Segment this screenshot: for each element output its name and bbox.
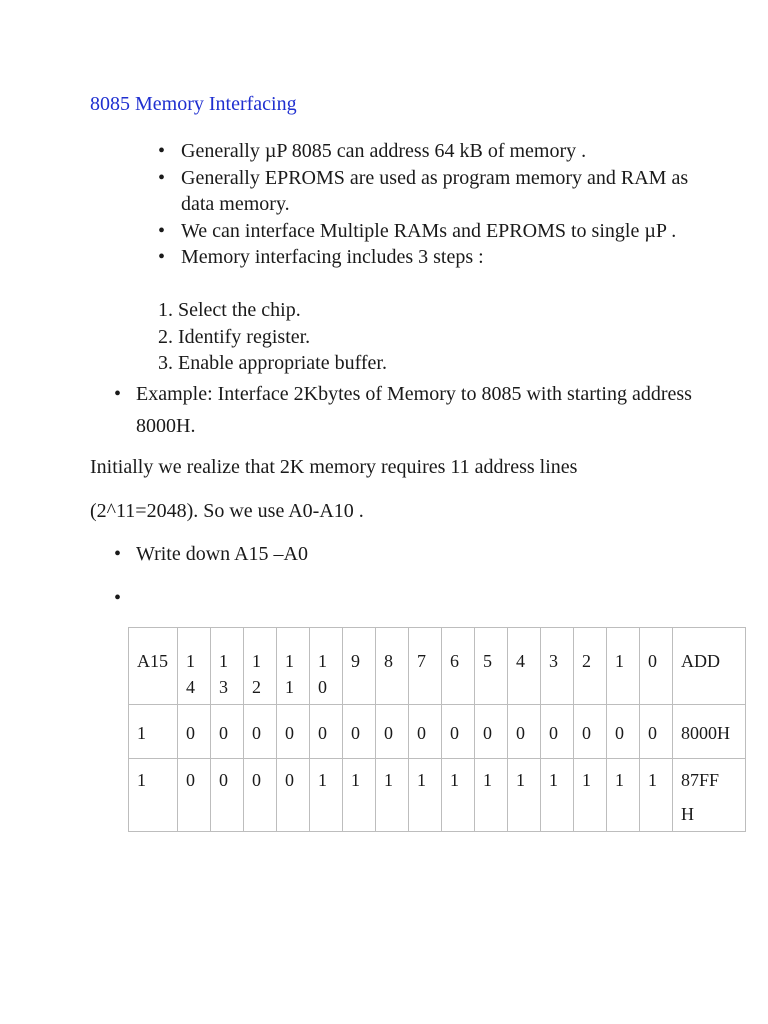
table-cell: 1 xyxy=(409,759,442,832)
table-cell: 0 xyxy=(277,759,310,832)
bullet-list xyxy=(158,138,698,271)
bullet-item: • Generally EPROMS are used as program memory and RAM as data memory. xyxy=(158,165,698,218)
header-cell-text: 10 xyxy=(318,651,327,697)
table-cell: 0 xyxy=(343,705,376,759)
table-cell: 0 xyxy=(178,705,211,759)
header-cell xyxy=(211,628,244,705)
table-cell: 1 xyxy=(129,759,178,832)
table-cell: 0 xyxy=(541,705,574,759)
header-cell: 7 xyxy=(409,628,442,705)
page-title: 8085 Memory Interfacing xyxy=(90,93,297,115)
header-cell: 6 xyxy=(442,628,475,705)
table-cell: 0 xyxy=(640,705,673,759)
table-cell: 0 xyxy=(442,705,475,759)
header-cell xyxy=(244,628,277,705)
table-cell xyxy=(673,759,746,832)
header-cell xyxy=(178,628,211,705)
table-cell: 1 xyxy=(343,759,376,832)
header-cell-text: 14 xyxy=(186,651,195,697)
table-cell: 0 xyxy=(574,705,607,759)
table-cell: 1 xyxy=(508,759,541,832)
table-cell: 0 xyxy=(178,759,211,832)
table-row xyxy=(129,759,746,832)
header-cell xyxy=(277,628,310,705)
table-cell: 0 xyxy=(607,705,640,759)
header-cell: 5 xyxy=(475,628,508,705)
table-cell: 0 xyxy=(376,705,409,759)
step-item: 2. Identify register. xyxy=(158,325,311,348)
table-cell: 0 xyxy=(475,705,508,759)
bullet-item: • Generally µP 8085 can address 64 kB of memory . xyxy=(158,138,698,165)
table-cell: 1 xyxy=(442,759,475,832)
header-cell: 2 xyxy=(574,628,607,705)
write-down-bullet: • Write down A15 –A0 xyxy=(114,540,308,568)
table-cell: 0 xyxy=(211,759,244,832)
header-cell: 8 xyxy=(376,628,409,705)
table-cell: 0 xyxy=(244,759,277,832)
table-cell: 0 xyxy=(409,705,442,759)
table-cell: 0 xyxy=(211,705,244,759)
steps-list xyxy=(158,297,387,377)
table-cell: 1 xyxy=(376,759,409,832)
bullet-item: • Memory interfacing includes 3 steps : xyxy=(158,244,698,271)
paragraph-line: (2^11=2048). So we use A0-A10 . xyxy=(90,500,364,522)
header-cell: 0 xyxy=(640,628,673,705)
table-cell: 1 xyxy=(129,705,178,759)
step-item: 3. Enable appropriate buffer. xyxy=(158,352,387,375)
table-cell: 1 xyxy=(574,759,607,832)
table-cell: 1 xyxy=(310,759,343,832)
table-header-row xyxy=(129,628,746,705)
table-cell: 1 xyxy=(541,759,574,832)
table-cell: 1 xyxy=(475,759,508,832)
table-cell: 0 xyxy=(244,705,277,759)
header-cell xyxy=(310,628,343,705)
address-table xyxy=(128,627,746,832)
table-cell-text: 87FF H xyxy=(681,770,720,824)
header-cell: 3 xyxy=(541,628,574,705)
table-row xyxy=(129,705,746,759)
header-cell-text: 13 xyxy=(219,651,228,697)
paragraph-line: Initially we realize that 2K memory requires 11 address lines xyxy=(90,456,578,478)
table-cell: 0 xyxy=(508,705,541,759)
header-cell: 9 xyxy=(343,628,376,705)
header-cell: A15 xyxy=(129,628,178,705)
header-cell: ADD xyxy=(673,628,746,705)
table-cell: 8000H xyxy=(673,705,746,759)
header-cell-text: 11 xyxy=(285,651,294,697)
header-cell: 4 xyxy=(508,628,541,705)
header-cell-text: 12 xyxy=(252,651,261,697)
table-cell: 1 xyxy=(607,759,640,832)
bullet-item: • We can interface Multiple RAMs and EPROMS to single µP . xyxy=(158,218,698,245)
table-cell: 1 xyxy=(640,759,673,832)
table-cell: 0 xyxy=(277,705,310,759)
header-cell: 1 xyxy=(607,628,640,705)
example-bullet: • Example: Interface 2Kbytes of Memory to 8085 with starting address 8000H. xyxy=(114,378,696,442)
step-item: 1. Select the chip. xyxy=(158,299,301,321)
table-cell: 0 xyxy=(310,705,343,759)
